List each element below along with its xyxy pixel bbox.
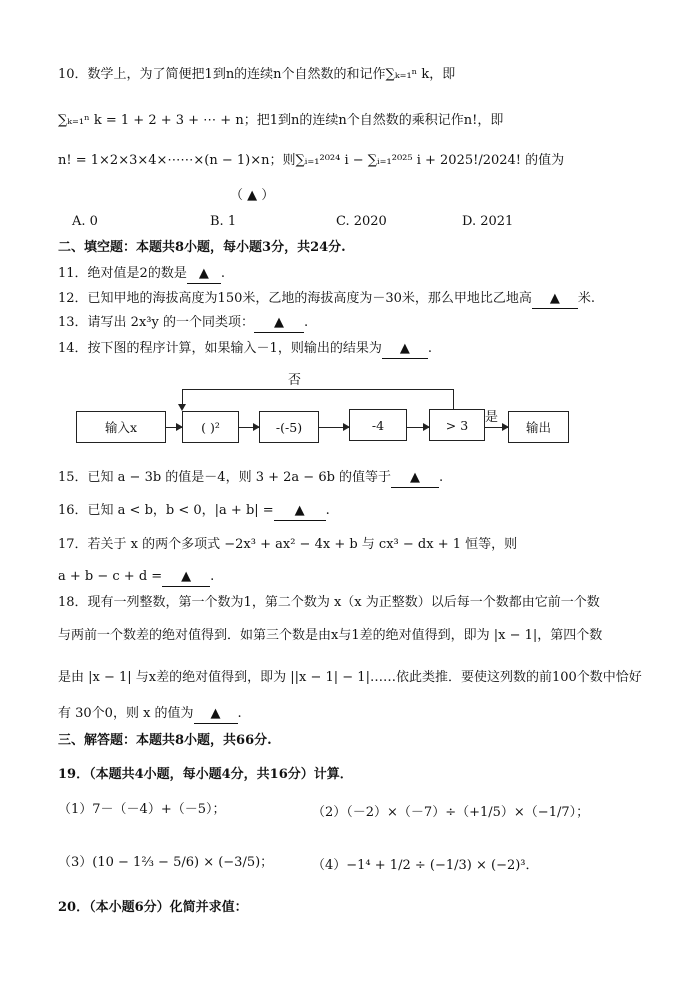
flow-box-minus-neg5: -(-5) xyxy=(259,411,319,443)
q14-blank[interactable]: ▲ xyxy=(382,340,428,359)
q17-line2 xyxy=(58,568,214,587)
flow-box-output: 输出 xyxy=(508,411,569,443)
q17-line1: 17．若关于 x 的两个多项式 −2x³ + ax² − 4x + b 与 cx³ − dx + 1 恒等，则 xyxy=(58,537,518,552)
flow-yes-label: 是 xyxy=(485,410,499,425)
q17-end: . xyxy=(210,569,215,584)
flow-box-condition: > 3 xyxy=(429,409,485,441)
q13-end: . xyxy=(303,315,309,330)
loop-right-line xyxy=(453,389,454,409)
q19-part2: （2）（－2）×（－7）÷（+1/5）×（−1/7）； xyxy=(312,805,590,820)
q19-part4: （4）−1⁴ + 1/2 ÷ (−1/3) × (−2)³． xyxy=(312,858,539,873)
q12-text: 12．已知甲地的海拔高度为150米，乙地的海拔高度为－30米，那么甲地比乙地高 xyxy=(58,291,532,306)
flow-box-input: 输入x xyxy=(76,411,166,443)
q14-text: 14．按下图的程序计算，如果输入－1，则输出的结果为 xyxy=(58,341,382,356)
loop-top-line xyxy=(182,389,454,390)
q19-heading: 19．（本题共4小题，每小题4分，共16分）计算． xyxy=(58,767,353,782)
q15-text: 15．已知 a − 3b 的值是－4，则 3 + 2a − 6b 的值等于 xyxy=(58,470,392,485)
q15-blank[interactable]: ▲ xyxy=(391,469,439,488)
flow-arrow-1 xyxy=(166,427,182,428)
q15-end: . xyxy=(439,470,444,485)
flow-arrow-4 xyxy=(407,427,429,428)
q11-blank[interactable]: ▲ xyxy=(187,265,221,284)
q10-option-d: D. 2021 xyxy=(462,214,514,229)
q10-option-c: C. 2020 xyxy=(336,214,387,229)
flow-arrow-3 xyxy=(319,427,349,428)
q13-text: 13．请写出 2x³y 的一个同类项： xyxy=(58,315,254,330)
q18-line3: 是由 |x − 1| 与x差的绝对值得到，即为 ||x − 1| − 1|……依此类推．要使这列数的前100个数中恰好 xyxy=(58,670,642,685)
q18-line4 xyxy=(58,705,242,724)
flow-arrow-2 xyxy=(239,427,259,428)
q18-text: 有 30个0，则 x 的值为 xyxy=(58,706,194,721)
q18-line1: 18．现有一列整数，第一个数为1，第二个数为 x（x 为正整数）以后每一个数都由它前一个数 xyxy=(58,595,600,610)
q18-end: . xyxy=(237,706,242,721)
flowchart xyxy=(0,0,695,460)
section3-heading: 三、解答题：本题共8小题，共66分. xyxy=(58,733,272,748)
q19-part3: （3）(10 − 1⅔ − 5/6) × (−3/5)； xyxy=(58,855,274,870)
q15 xyxy=(58,469,443,488)
q13-blank[interactable]: ▲ xyxy=(254,314,304,333)
q17-blank[interactable]: ▲ xyxy=(162,568,210,587)
q20-heading: 20．（本小题6分）化简并求值： xyxy=(58,900,248,915)
q16-end: . xyxy=(325,503,330,518)
q12-end: 米. xyxy=(577,291,596,306)
q10-line3: n! = 1×2×3×4×⋯⋯×(n − 1)×n；则∑ᵢ₌₁²⁰²⁴ i − ∑ᵢ₌₁²⁰²⁵ i + 2025!/2024! 的值为 xyxy=(58,153,565,168)
q19-part1: （1）7－（－4）+（－5）； xyxy=(58,802,226,817)
q11-end: . xyxy=(220,266,225,281)
q14-end: . xyxy=(427,341,432,356)
q10-line2: ∑ₖ₌₁ⁿ k = 1 + 2 + 3 + ⋯ + n；把1到n的连续n个自然数的乘积记作n!，即 xyxy=(58,113,504,128)
flow-arrow-5 xyxy=(485,427,508,428)
loop-down-arrowhead xyxy=(178,404,186,411)
q10-answer-slot: （ ▲ ） xyxy=(230,188,275,203)
q16-text: 16．已知 a < b，b < 0，|a + b| = xyxy=(58,503,274,518)
q18-line2: 与两前一个数差的绝对值得到．如第三个数是由x与1差的绝对值得到，即为 |x − 1|，第四个数 xyxy=(58,628,603,643)
q11-text: 11．绝对值是2的数是 xyxy=(58,266,187,281)
q17-expr: a + b − c + d = xyxy=(58,569,163,584)
flow-box-minus4: -4 xyxy=(349,409,407,441)
flow-box-square: ( )² xyxy=(182,411,239,443)
section2-heading: 二、填空题：本题共8小题，每小题3分，共24分. xyxy=(58,240,346,255)
q10-line1: 10．数学上，为了简便把1到n的连续n个自然数的和记作∑ₖ₌₁ⁿ k，即 xyxy=(58,67,456,82)
q16 xyxy=(58,502,330,521)
q16-blank[interactable]: ▲ xyxy=(274,502,326,521)
flow-no-label: 否 xyxy=(288,373,302,388)
q10-option-b: B. 1 xyxy=(210,214,237,229)
q12-blank[interactable]: ▲ xyxy=(532,290,578,309)
q18-blank[interactable]: ▲ xyxy=(194,705,238,724)
q10-option-a: A. 0 xyxy=(72,214,98,229)
